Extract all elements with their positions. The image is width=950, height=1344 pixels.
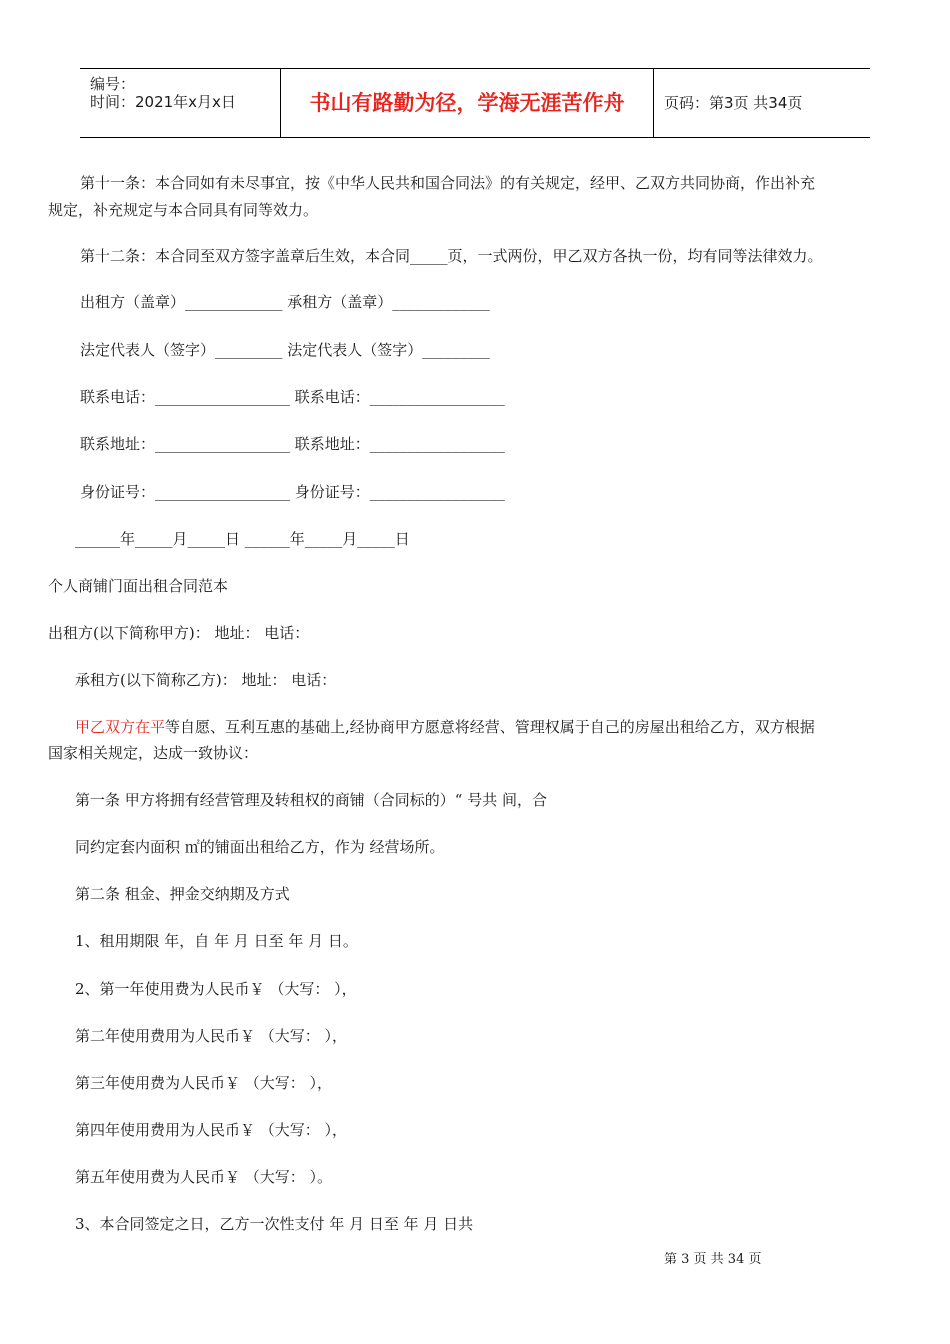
article-12: 第十二条：本合同至双方签字盖章后生效，本合同_____页，一式两份，甲乙双方各执一份，均有同等法律效力。 bbox=[80, 247, 823, 265]
document-time: 时间：2021年x月x日 bbox=[90, 93, 236, 111]
signature-representative-line: 法定代表人（签字）_________ 法定代表人（签字）_________ bbox=[80, 341, 490, 359]
article-1-line-2: 同约定套内面积 ㎡的铺面出租给乙方，作为 经营场所。 bbox=[75, 838, 445, 856]
intro-line-1 bbox=[75, 716, 815, 737]
page-footer: 第 3 页 共 34 页 bbox=[664, 1252, 762, 1267]
signature-phone-line: 联系电话：__________________ 联系电话：__________________ bbox=[80, 388, 505, 406]
article-1-line-1: 第一条 甲方将拥有经营管理及转租权的商铺（合同标的）“ 号共 间，合 bbox=[75, 791, 547, 809]
header-page-info: 页码：第3页 共34页 bbox=[664, 94, 803, 112]
article-11-line-2: 规定，补充规定与本合同具有同等效力。 bbox=[48, 201, 319, 219]
article-2-heading: 第二条 租金、押金交纳期及方式 bbox=[75, 885, 290, 903]
contract-title: 个人商铺门面出租合同范本 bbox=[48, 577, 229, 595]
lease-term-item: 1、租用期限 年，自 年 月 日至 年 月 日。 bbox=[75, 932, 358, 950]
signature-date-line: ______年_____月_____日 ______年_____月_____日 bbox=[75, 530, 410, 548]
document-header bbox=[80, 68, 870, 138]
fee-year-2: 第二年使用费用为人民币￥ （大写： ）， bbox=[75, 1027, 348, 1045]
fee-year-3: 第三年使用费为人民币￥ （大写： ）， bbox=[75, 1074, 333, 1092]
signature-address-line: 联系地址：__________________ 联系地址：__________________ bbox=[80, 435, 505, 453]
lessee-line: 承租方(以下简称乙方)： 地址： 电话： bbox=[75, 671, 337, 689]
header-meta-cell bbox=[80, 69, 281, 137]
intro-line-2: 国家相关规定，达成一致协议： bbox=[48, 744, 259, 762]
fee-year-1: 2、第一年使用费为人民币￥ （大写： ）， bbox=[75, 980, 357, 998]
lessor-line: 出租方(以下简称甲方)： 地址： 电话： bbox=[48, 624, 310, 642]
intro-text: 等自愿、互利互惠的基础上,经协商甲方愿意将经营、管理权属于自己的房屋出租给乙方，双方根据 bbox=[165, 718, 815, 736]
document-number: 编号： bbox=[90, 75, 136, 93]
signature-seal-line: 出租方（盖章）_____________ 承租方（盖章）_____________ bbox=[80, 293, 490, 311]
signature-id-line: 身份证号：__________________ 身份证号：__________________ bbox=[80, 483, 505, 501]
payment-item: 3、本合同签定之日，乙方一次性支付 年 月 日至 年 月 日共 bbox=[75, 1215, 474, 1233]
fee-year-4: 第四年使用费用为人民币￥ （大写： ）， bbox=[75, 1121, 348, 1139]
fee-year-5: 第五年使用费为人民币￥ （大写： ）。 bbox=[75, 1168, 333, 1186]
intro-highlight: 甲乙双方在平 bbox=[75, 718, 166, 736]
header-motto: 书山有路勤为径，学海无涯苦作舟 bbox=[281, 69, 654, 137]
article-11-line-1: 第十一条：本合同如有未尽事宜，按《中华人民共和国合同法》的有关规定，经甲、乙双方共同协商，作出补充 bbox=[80, 174, 816, 192]
